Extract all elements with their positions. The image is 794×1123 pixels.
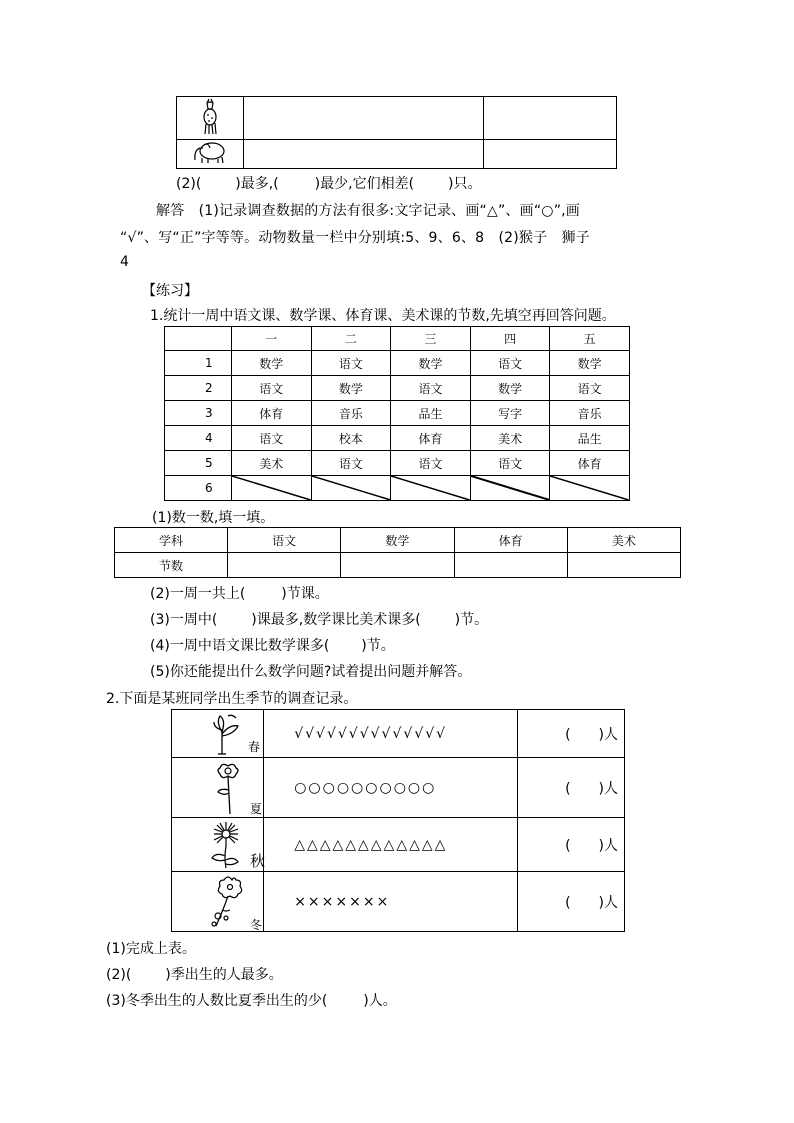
animal-table	[176, 96, 617, 169]
timetable-cell: 数学	[232, 351, 312, 376]
q2-sub3: (3)冬季出生的人数比夏季出生的少( )人。	[106, 993, 397, 1009]
q2-sub1: (1)完成上表。	[106, 941, 196, 957]
q1-title: 1.统计一周中语文课、数学课、体育课、美术课的节数,先填空再回答问题。	[150, 308, 616, 324]
summer-flower-icon	[208, 760, 248, 816]
season-label: 春	[248, 740, 261, 754]
season-marks: ×××××××	[264, 872, 518, 932]
season-cell	[172, 818, 264, 872]
animal-count-cell	[243, 97, 483, 140]
elephant-icon	[190, 140, 230, 164]
period-number: 2	[165, 376, 232, 401]
timetable-empty-cell	[550, 476, 630, 501]
timetable-cell: 体育	[391, 426, 471, 451]
season-label: 秋	[250, 852, 266, 870]
day-header: 一	[232, 327, 312, 351]
period-number: 3	[165, 401, 232, 426]
answer-line-3: 4	[120, 254, 129, 270]
timetable-cell: 语文	[550, 376, 630, 401]
subject-header: 体育	[454, 528, 567, 553]
day-header: 三	[391, 327, 471, 351]
subject-header: 美术	[567, 528, 680, 553]
deer-icon	[195, 97, 225, 135]
season-table	[171, 709, 625, 932]
winter-plum-icon	[206, 874, 250, 930]
period-number: 6	[165, 476, 232, 501]
timetable-cell: 音乐	[550, 401, 630, 426]
timetable-corner	[165, 327, 232, 351]
day-header: 五	[550, 327, 630, 351]
timetable-cell: 数学	[470, 376, 550, 401]
timetable-empty-cell	[232, 476, 312, 501]
q2-line: (2)( )最多,( )最少,它们相差( )只。	[176, 176, 482, 192]
q1-sub1: (1)数一数,填一填。	[152, 510, 275, 526]
timetable-cell: 语文	[311, 351, 391, 376]
season-result: ( )人	[517, 872, 624, 932]
day-header: 二	[311, 327, 391, 351]
count-answer-cell[interactable]	[567, 553, 680, 578]
season-result: ( )人	[517, 818, 624, 872]
count-table	[114, 527, 681, 578]
animal-record-cell	[484, 97, 617, 140]
animal-record-cell	[484, 140, 617, 169]
day-header: 四	[470, 327, 550, 351]
count-row-label: 节数	[115, 553, 228, 578]
period-number: 5	[165, 451, 232, 476]
timetable-cell: 数学	[550, 351, 630, 376]
count-answer-cell[interactable]	[454, 553, 567, 578]
season-label: 冬	[250, 918, 263, 932]
timetable-cell: 品生	[391, 401, 471, 426]
autumn-chrysanthemum-icon	[208, 820, 248, 870]
timetable-cell: 美术	[232, 451, 312, 476]
timetable	[164, 326, 630, 501]
timetable-empty-cell	[311, 476, 391, 501]
timetable-cell: 语文	[391, 376, 471, 401]
animal-icon-cell	[177, 97, 244, 140]
season-cell	[172, 758, 264, 818]
animal-count-cell	[243, 140, 483, 169]
answer-line-1: 解答 (1)记录调查数据的方法有很多:文字记录、画“△”、画“○”,画	[156, 203, 580, 219]
timetable-empty-cell	[470, 476, 550, 501]
season-marks: △△△△△△△△△△△△	[264, 818, 518, 872]
timetable-cell: 语文	[470, 451, 550, 476]
timetable-cell: 品生	[550, 426, 630, 451]
q1-sub3: (3)一周中( )课最多,数学课比美术课多( )节。	[150, 612, 489, 628]
period-number: 4	[165, 426, 232, 451]
subject-header: 语文	[228, 528, 341, 553]
period-number: 1	[165, 351, 232, 376]
timetable-cell: 体育	[232, 401, 312, 426]
timetable-cell: 校本	[311, 426, 391, 451]
count-answer-cell[interactable]	[228, 553, 341, 578]
timetable-empty-cell	[391, 476, 471, 501]
timetable-cell: 语文	[232, 376, 312, 401]
timetable-cell: 写字	[470, 401, 550, 426]
timetable-cell: 语文	[470, 351, 550, 376]
timetable-cell: 美术	[470, 426, 550, 451]
timetable-cell: 语文	[311, 451, 391, 476]
timetable-cell: 音乐	[311, 401, 391, 426]
animal-icon-cell	[177, 140, 244, 169]
practice-heading: 【练习】	[142, 283, 198, 299]
timetable-cell: 数学	[311, 376, 391, 401]
q1-sub5: (5)你还能提出什么数学问题?试着提出问题并解答。	[150, 664, 472, 680]
q1-sub4: (4)一周中语文课比数学课多( )节。	[150, 638, 395, 654]
season-label: 夏	[250, 802, 263, 816]
q2-title: 2.下面是某班同学出生季节的调查记录。	[106, 691, 358, 707]
timetable-cell: 语文	[232, 426, 312, 451]
count-answer-cell[interactable]	[341, 553, 454, 578]
season-cell	[172, 710, 264, 758]
answer-line-2: “√”、写“正”字等等。动物数量一栏中分别填:5、9、6、8 (2)猴子 狮子	[120, 230, 590, 246]
season-marks: ○○○○○○○○○○	[264, 758, 518, 818]
season-result: ( )人	[517, 710, 624, 758]
season-cell	[172, 872, 264, 932]
q1-sub2: (2)一周一共上( )节课。	[150, 586, 329, 602]
count-header-label: 学科	[115, 528, 228, 553]
timetable-cell: 体育	[550, 451, 630, 476]
subject-header: 数学	[341, 528, 454, 553]
season-result: ( )人	[517, 758, 624, 818]
season-marks: √√√√√√√√√√√√√√	[264, 710, 518, 758]
timetable-cell: 语文	[391, 451, 471, 476]
timetable-cell: 数学	[391, 351, 471, 376]
spring-plant-icon	[212, 712, 246, 756]
q2-sub2: (2)( )季出生的人最多。	[106, 967, 283, 983]
